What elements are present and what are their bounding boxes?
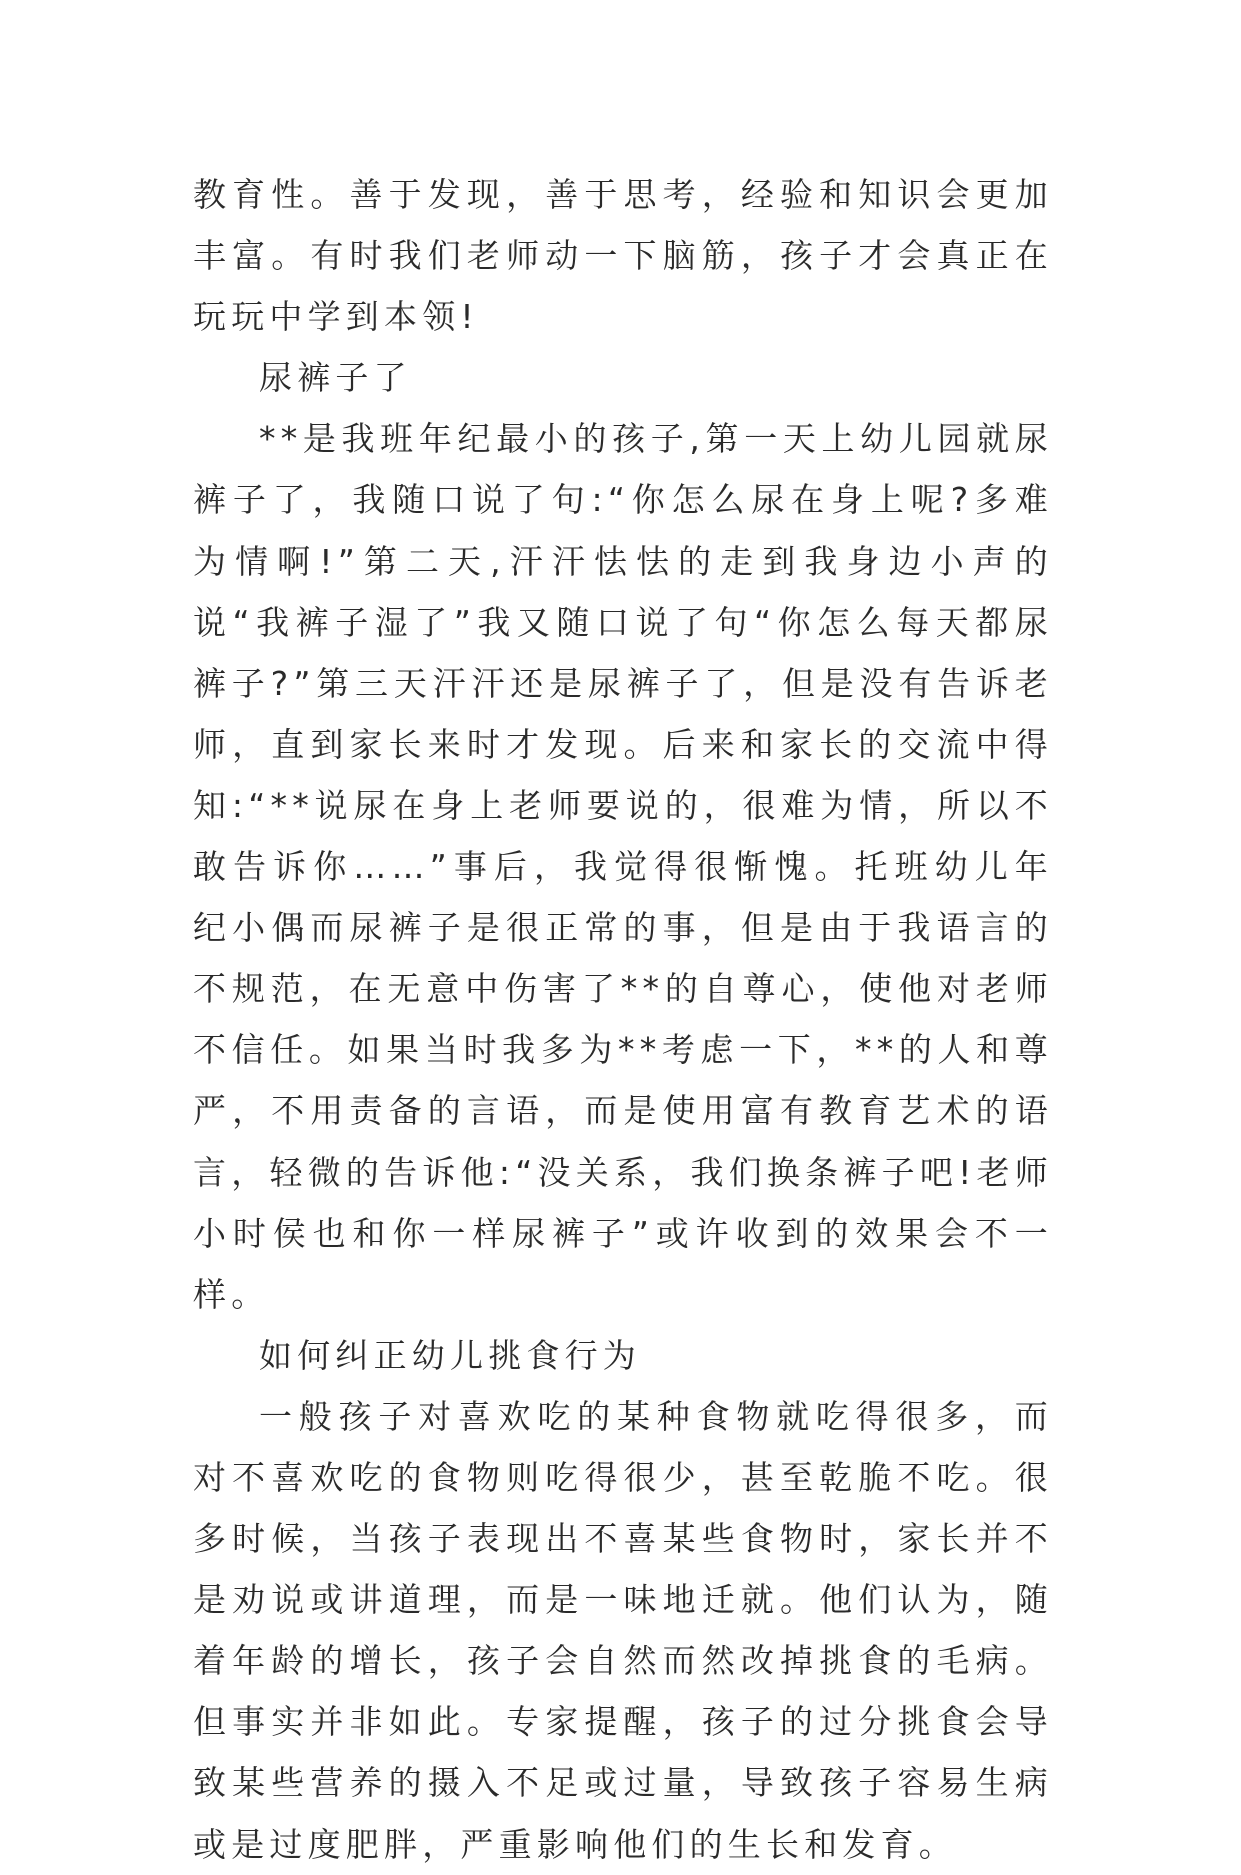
paragraph-conclusion: 教育性。善于发现，善于思考，经验和知识会更加丰富。有时我们老师动一下脑筋，孩子才会真正在玩玩中学到本领! (193, 175, 1053, 337)
document-body (193, 164, 1053, 1875)
section-heading-wet-pants: 尿裤子了 (259, 358, 412, 398)
section-heading-picky-eating: 如何纠正幼儿挑食行为 (259, 1335, 641, 1375)
paragraph-picky-eating: 一般孩子对喜欢吃的某种食物就吃得很多，而对不喜欢吃的食物则吃得很少，甚至乾脆不吃。很多时候，当孩子表现出不喜某些食物时，家长并不是劝说或讲道理，而是一味地迁就。他们认为，随着年龄的增长，孩子会自然而然改掉挑食的毛病。但事实并非如此。专家提醒，孩子的过分挑食会导致某些营养的摄入不足或过量，导致孩子容易生病或是过度肥胖，严重影响他们的生长和发育。 (193, 1396, 1053, 1864)
paragraph-wet-pants-story: **是我班年纪最小的孩子,第一天上幼儿园就尿裤子了，我随口说了句:“你怎么尿在身上呢?多难为情啊!”第二天,汗汗怯怯的走到我身边小声的说“我裤子湿了”我又随口说了句“你怎么每天都尿裤子?”第三天汗汗还是尿裤子了，但是没有告诉老师，直到家长来时才发现。后来和家长的交流中得知:“**说尿在身上老师要说的，很难为情，所以不敢告诉你……”事后，我觉得很惭愧。托班幼儿年纪小偶而尿裤子是很正常的事，但是由于我语言的不规范，在无意中伤害了**的自尊心，使他对老师不信任。如果当时我多为**考虑一下，**的人和尊严，不用责备的言语，而是使用富有教育艺术的语言，轻微的告诉他:“没关系，我们换条裤子吧!老师小时侯也和你一样尿裤子”或许收到的效果会不一样。 (193, 419, 1053, 1314)
